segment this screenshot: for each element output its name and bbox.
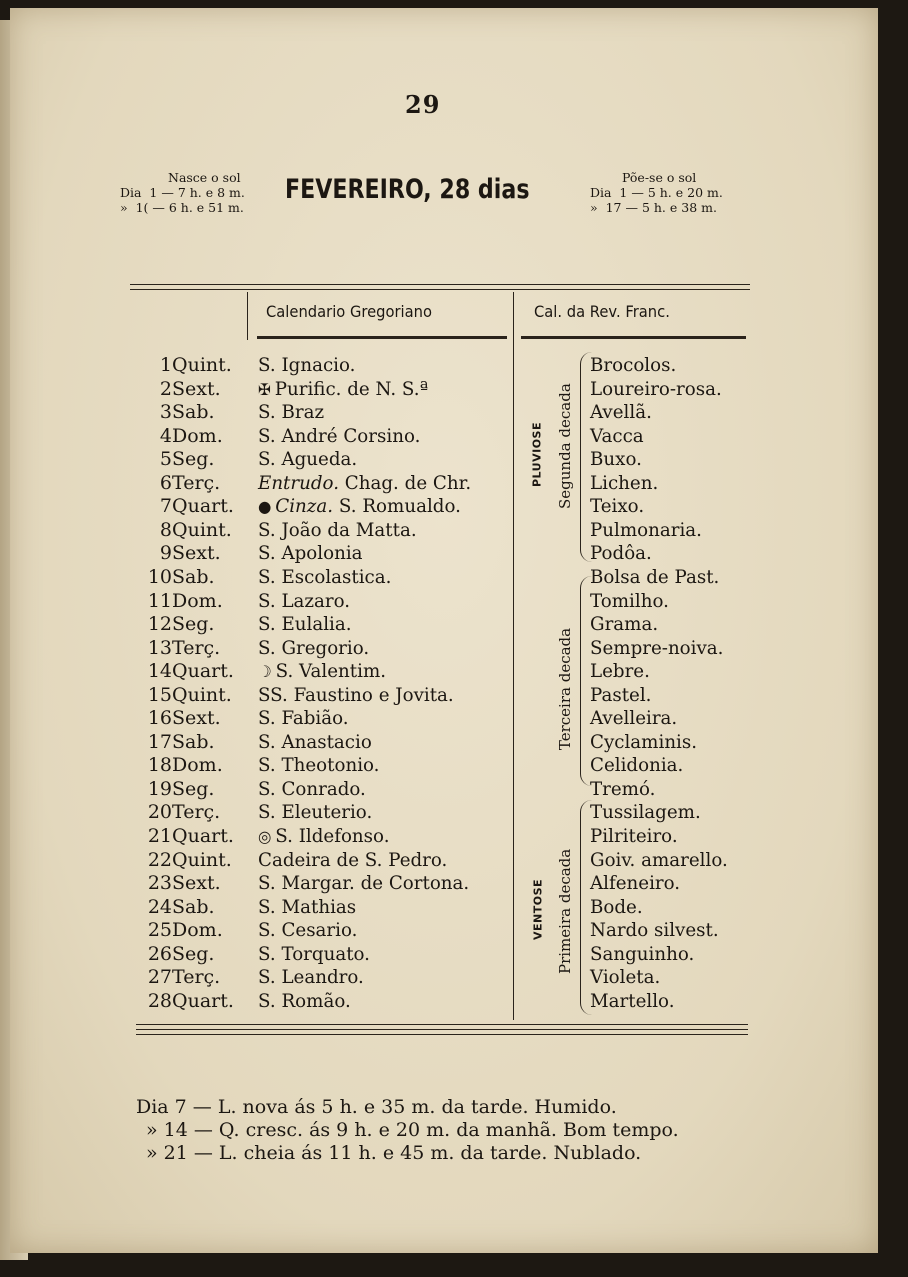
saint-entry	[258, 542, 363, 566]
saint-name: S. Ildefonso.	[275, 825, 390, 847]
day-number: 14	[147, 660, 172, 683]
saint-entry	[258, 849, 447, 873]
day-of-week: Quart.	[172, 495, 234, 518]
plant-name: Violeta.	[590, 966, 661, 989]
day-of-week: Terç.	[172, 801, 221, 824]
plant-name: Sanguinho.	[590, 942, 695, 965]
day-of-week: Seg.	[172, 613, 215, 636]
saint-name: S. Valentim.	[275, 660, 387, 683]
sunset-caption: Põe-se o sol	[622, 170, 697, 185]
day-number: 28	[147, 989, 172, 1012]
saint-entry	[258, 801, 372, 825]
calendar-row	[120, 778, 760, 802]
brace-segunda	[580, 352, 593, 562]
header-rule-top	[130, 284, 750, 285]
saint-name: S. Braz	[258, 401, 325, 424]
day-number: 27	[147, 966, 172, 989]
saint-name: Cadeira de S. Pedro.	[258, 848, 448, 871]
footer-rule-2	[136, 1029, 748, 1030]
calendar-row	[120, 448, 760, 472]
sunset-line-2: » 17 — 5 h. e 38 m.	[590, 200, 717, 215]
saint-name: Chag. de Chr.	[339, 471, 472, 494]
moon-phase-1: Dia 7 — L. nova ás 5 h. e 35 m. da tarde. Humido.	[136, 1096, 617, 1118]
calendar-row	[120, 707, 760, 731]
day-number: 4	[159, 424, 172, 447]
calendar-row	[120, 754, 760, 778]
footer-rule-1	[136, 1024, 748, 1025]
day-of-week: Terç.	[172, 636, 221, 659]
decade-label-segunda: Segunda decada	[556, 383, 574, 509]
gregorian-header: Calendario Gregoriano	[266, 302, 433, 321]
day-of-week: Terç.	[172, 966, 221, 989]
calendar-row	[120, 378, 760, 402]
saint-entry	[258, 660, 386, 684]
saint-name: S. Leandro.	[258, 966, 364, 989]
day-number: 11	[147, 589, 172, 612]
day-number: 17	[147, 730, 172, 753]
day-number: 16	[147, 707, 172, 730]
saint-entry	[258, 425, 420, 449]
calendar-row	[120, 825, 760, 849]
revolutionary-header: Cal. da Rev. Franc.	[534, 302, 670, 321]
sunset-line-1: Dia 1 — 5 h. e 20 m.	[590, 185, 723, 200]
day-of-week: Terç.	[172, 471, 221, 494]
saint-name: SS. Faustino e Jovita.	[258, 683, 454, 706]
calendar-row	[120, 472, 760, 496]
brace-primeira	[580, 800, 593, 1015]
day-number: 15	[147, 683, 172, 706]
day-of-week: Sext.	[172, 542, 221, 565]
day-number: 25	[147, 919, 172, 942]
day-number: 10	[147, 565, 172, 588]
saint-entry	[258, 731, 372, 755]
plant-name: Goiv. amarello.	[590, 848, 728, 871]
saint-name: S. Escolastica.	[258, 565, 392, 588]
day-number: 5	[159, 448, 172, 471]
decade-label-primeira: Primeira decada	[556, 848, 574, 974]
calendar-row	[120, 401, 760, 425]
day-of-week: Quart.	[172, 989, 234, 1012]
calendar-row	[120, 425, 760, 449]
saint-name: S. Conrado.	[258, 777, 366, 800]
plant-name: Avellã.	[590, 401, 652, 424]
decade-label-terceira: Terceira decada	[556, 627, 574, 751]
saint-name: S. Mathias	[258, 895, 357, 918]
day-number: 2	[159, 377, 172, 400]
month-title: FEVEREIRO, 28 dias	[285, 174, 530, 205]
saint-name: S. Theotonio.	[258, 754, 380, 777]
day-number: 23	[147, 872, 172, 895]
moon-phase-2: » 14 — Q. cresc. ás 9 h. e 20 m. da manhã. Bom tempo.	[146, 1119, 679, 1141]
feast-italic: Cinza.	[275, 495, 334, 518]
plant-name: Buxo.	[590, 448, 642, 471]
saint-entry	[258, 990, 351, 1014]
plant-name: Pilriteiro.	[590, 825, 678, 847]
day-of-week: Seg.	[172, 777, 215, 800]
plant-name: Lichen.	[590, 471, 659, 494]
page-number: 29	[405, 90, 441, 119]
day-of-week: Quint.	[172, 518, 232, 541]
plant-name: Podôa.	[590, 542, 652, 565]
plant-name: Bode.	[590, 895, 643, 918]
calendar-row	[120, 684, 760, 708]
plant-name: Tomilho.	[590, 589, 669, 612]
saint-entry	[258, 472, 471, 496]
saint-name: S. Romualdo.	[333, 495, 461, 518]
phase-icon: ◎	[258, 827, 272, 846]
calendar-row	[120, 801, 760, 825]
plant-name: Lebre.	[590, 660, 650, 683]
saint-entry	[258, 495, 461, 519]
day-number: 7	[159, 495, 172, 518]
saint-name: S. Agueda.	[258, 448, 358, 471]
saint-name: S. Torquato.	[258, 942, 370, 965]
plant-name: Grama.	[590, 613, 659, 636]
day-of-week: Sab.	[172, 730, 215, 753]
day-number: 9	[159, 542, 172, 565]
saint-entry	[258, 684, 454, 708]
day-of-week: Sab.	[172, 565, 215, 588]
calendar-row	[120, 896, 760, 920]
plant-name: Tremó.	[590, 777, 656, 800]
calendar-row	[120, 566, 760, 590]
saint-name: Purific. de N. S.ª	[274, 377, 429, 400]
phase-icon: ☽	[258, 662, 272, 682]
saint-name: S. Ignacio.	[258, 354, 356, 376]
calendar-row	[120, 872, 760, 896]
day-number: 12	[147, 613, 172, 636]
plant-name: Martello.	[590, 989, 675, 1012]
saint-entry	[258, 896, 356, 920]
day-of-week: Dom.	[172, 424, 223, 447]
calendar-row	[120, 990, 760, 1014]
plant-name: Sempre-noiva.	[590, 636, 724, 659]
saint-entry	[258, 448, 357, 472]
calendar-row	[120, 919, 760, 943]
day-of-week: Seg.	[172, 448, 215, 471]
saint-entry	[258, 378, 428, 402]
footer-rule-3	[136, 1034, 748, 1035]
saint-name: S. Eleuterio.	[258, 801, 373, 824]
saint-name: S. Anastacio	[258, 730, 372, 753]
moon-phase-3: » 21 — L. cheia ás 11 h. e 45 m. da tarde. Nublado.	[146, 1142, 642, 1164]
header-rule-top-2	[130, 289, 750, 290]
plant-name: Celidonia.	[590, 754, 684, 777]
saint-name: S. Cesario.	[258, 919, 358, 942]
saint-entry	[258, 966, 364, 990]
plant-name: Brocolos.	[590, 354, 677, 376]
saint-name: S. Romão.	[258, 989, 351, 1012]
gregorian-underline	[257, 336, 507, 339]
saint-entry	[258, 707, 349, 731]
day-of-week: Seg.	[172, 942, 215, 965]
sunrise-block	[120, 170, 245, 215]
calendar-row	[120, 731, 760, 755]
saint-entry	[258, 401, 324, 425]
plant-name: Teixo.	[590, 495, 645, 518]
saint-entry	[258, 754, 379, 778]
saint-name: S. Margar. de Cortona.	[258, 872, 470, 895]
saint-name: S. Eulalia.	[258, 613, 352, 636]
day-of-week: Quart.	[172, 825, 234, 847]
day-of-week: Sab.	[172, 895, 215, 918]
saint-entry	[258, 919, 357, 943]
phase-icon: ✠	[258, 379, 271, 399]
calendar-row	[120, 660, 760, 684]
header-vrule-1	[247, 292, 248, 340]
saint-entry	[258, 590, 350, 614]
sunrise-line-1: Dia 1 — 7 h. e 8 m.	[120, 185, 245, 200]
saint-entry	[258, 825, 390, 849]
saint-entry	[258, 566, 391, 590]
calendar-row	[120, 637, 760, 661]
day-number: 21	[147, 825, 172, 847]
calendar-row	[120, 943, 760, 967]
saint-name: S. Apolonia	[258, 542, 363, 565]
day-number: 26	[147, 942, 172, 965]
calendar-row	[120, 613, 760, 637]
calendar-row	[120, 966, 760, 990]
sunset-block	[590, 170, 723, 215]
day-number: 3	[159, 401, 172, 424]
saint-entry	[258, 519, 417, 543]
day-of-week: Sab.	[172, 401, 215, 424]
calendar-row	[120, 495, 760, 519]
plant-name: Avelleira.	[590, 707, 678, 730]
saint-entry	[258, 943, 370, 967]
plant-name: Pulmonaria.	[590, 518, 702, 541]
saint-entry	[258, 872, 469, 896]
saint-name: S. Gregorio.	[258, 636, 370, 659]
day-of-week: Dom.	[172, 589, 223, 612]
plant-name: Nardo silvest.	[590, 919, 719, 942]
calendar-row	[120, 519, 760, 543]
sunrise-line-2: » 1( — 6 h. e 51 m.	[120, 200, 244, 215]
plant-name: Vacca	[590, 424, 644, 447]
calendar-row	[120, 354, 760, 378]
calendar-row	[120, 849, 760, 873]
calendar-row	[120, 542, 760, 566]
day-number: 24	[147, 895, 172, 918]
day-number: 8	[159, 518, 172, 541]
month-label-pluviose: PLUVIOSE	[530, 422, 544, 488]
day-of-week: Dom.	[172, 919, 223, 942]
day-number: 18	[147, 754, 172, 777]
sunrise-caption: Nasce o sol	[168, 170, 241, 185]
calendar-row	[120, 590, 760, 614]
day-number: 22	[147, 848, 172, 871]
day-of-week: Sext.	[172, 707, 221, 730]
plant-name: Pastel.	[590, 683, 652, 706]
plant-name: Cyclaminis.	[590, 730, 698, 753]
day-of-week: Quart.	[172, 660, 234, 683]
saint-entry	[258, 354, 355, 378]
day-number: 1	[159, 354, 172, 376]
day-number: 13	[147, 636, 172, 659]
saint-name: S. Fabião.	[258, 707, 349, 730]
day-of-week: Dom.	[172, 754, 223, 777]
saint-entry	[258, 613, 352, 637]
revolutionary-underline	[521, 336, 746, 339]
saint-name: S. André Corsino.	[258, 424, 421, 447]
brace-terceira	[580, 576, 593, 786]
month-label-ventose: VENTOSE	[531, 878, 545, 941]
day-of-week: Quint.	[172, 848, 232, 871]
feast-italic: Entrudo.	[258, 471, 339, 494]
day-of-week: Quint.	[172, 354, 232, 376]
day-of-week: Sext.	[172, 377, 221, 400]
plant-name: Loureiro-rosa.	[590, 377, 722, 400]
phase-icon: ●	[258, 497, 272, 517]
saint-name: S. Lazaro.	[258, 589, 351, 612]
day-of-week: Sext.	[172, 872, 221, 895]
day-of-week: Quint.	[172, 683, 232, 706]
day-number: 19	[147, 777, 172, 800]
plant-name: Alfeneiro.	[590, 872, 681, 895]
plant-name: Tussilagem.	[590, 801, 701, 824]
saint-name: S. João da Matta.	[258, 518, 417, 541]
day-number: 6	[159, 471, 172, 494]
day-number: 20	[147, 801, 172, 824]
saint-entry	[258, 778, 366, 802]
saint-entry	[258, 637, 369, 661]
plant-name: Bolsa de Past.	[590, 565, 720, 588]
